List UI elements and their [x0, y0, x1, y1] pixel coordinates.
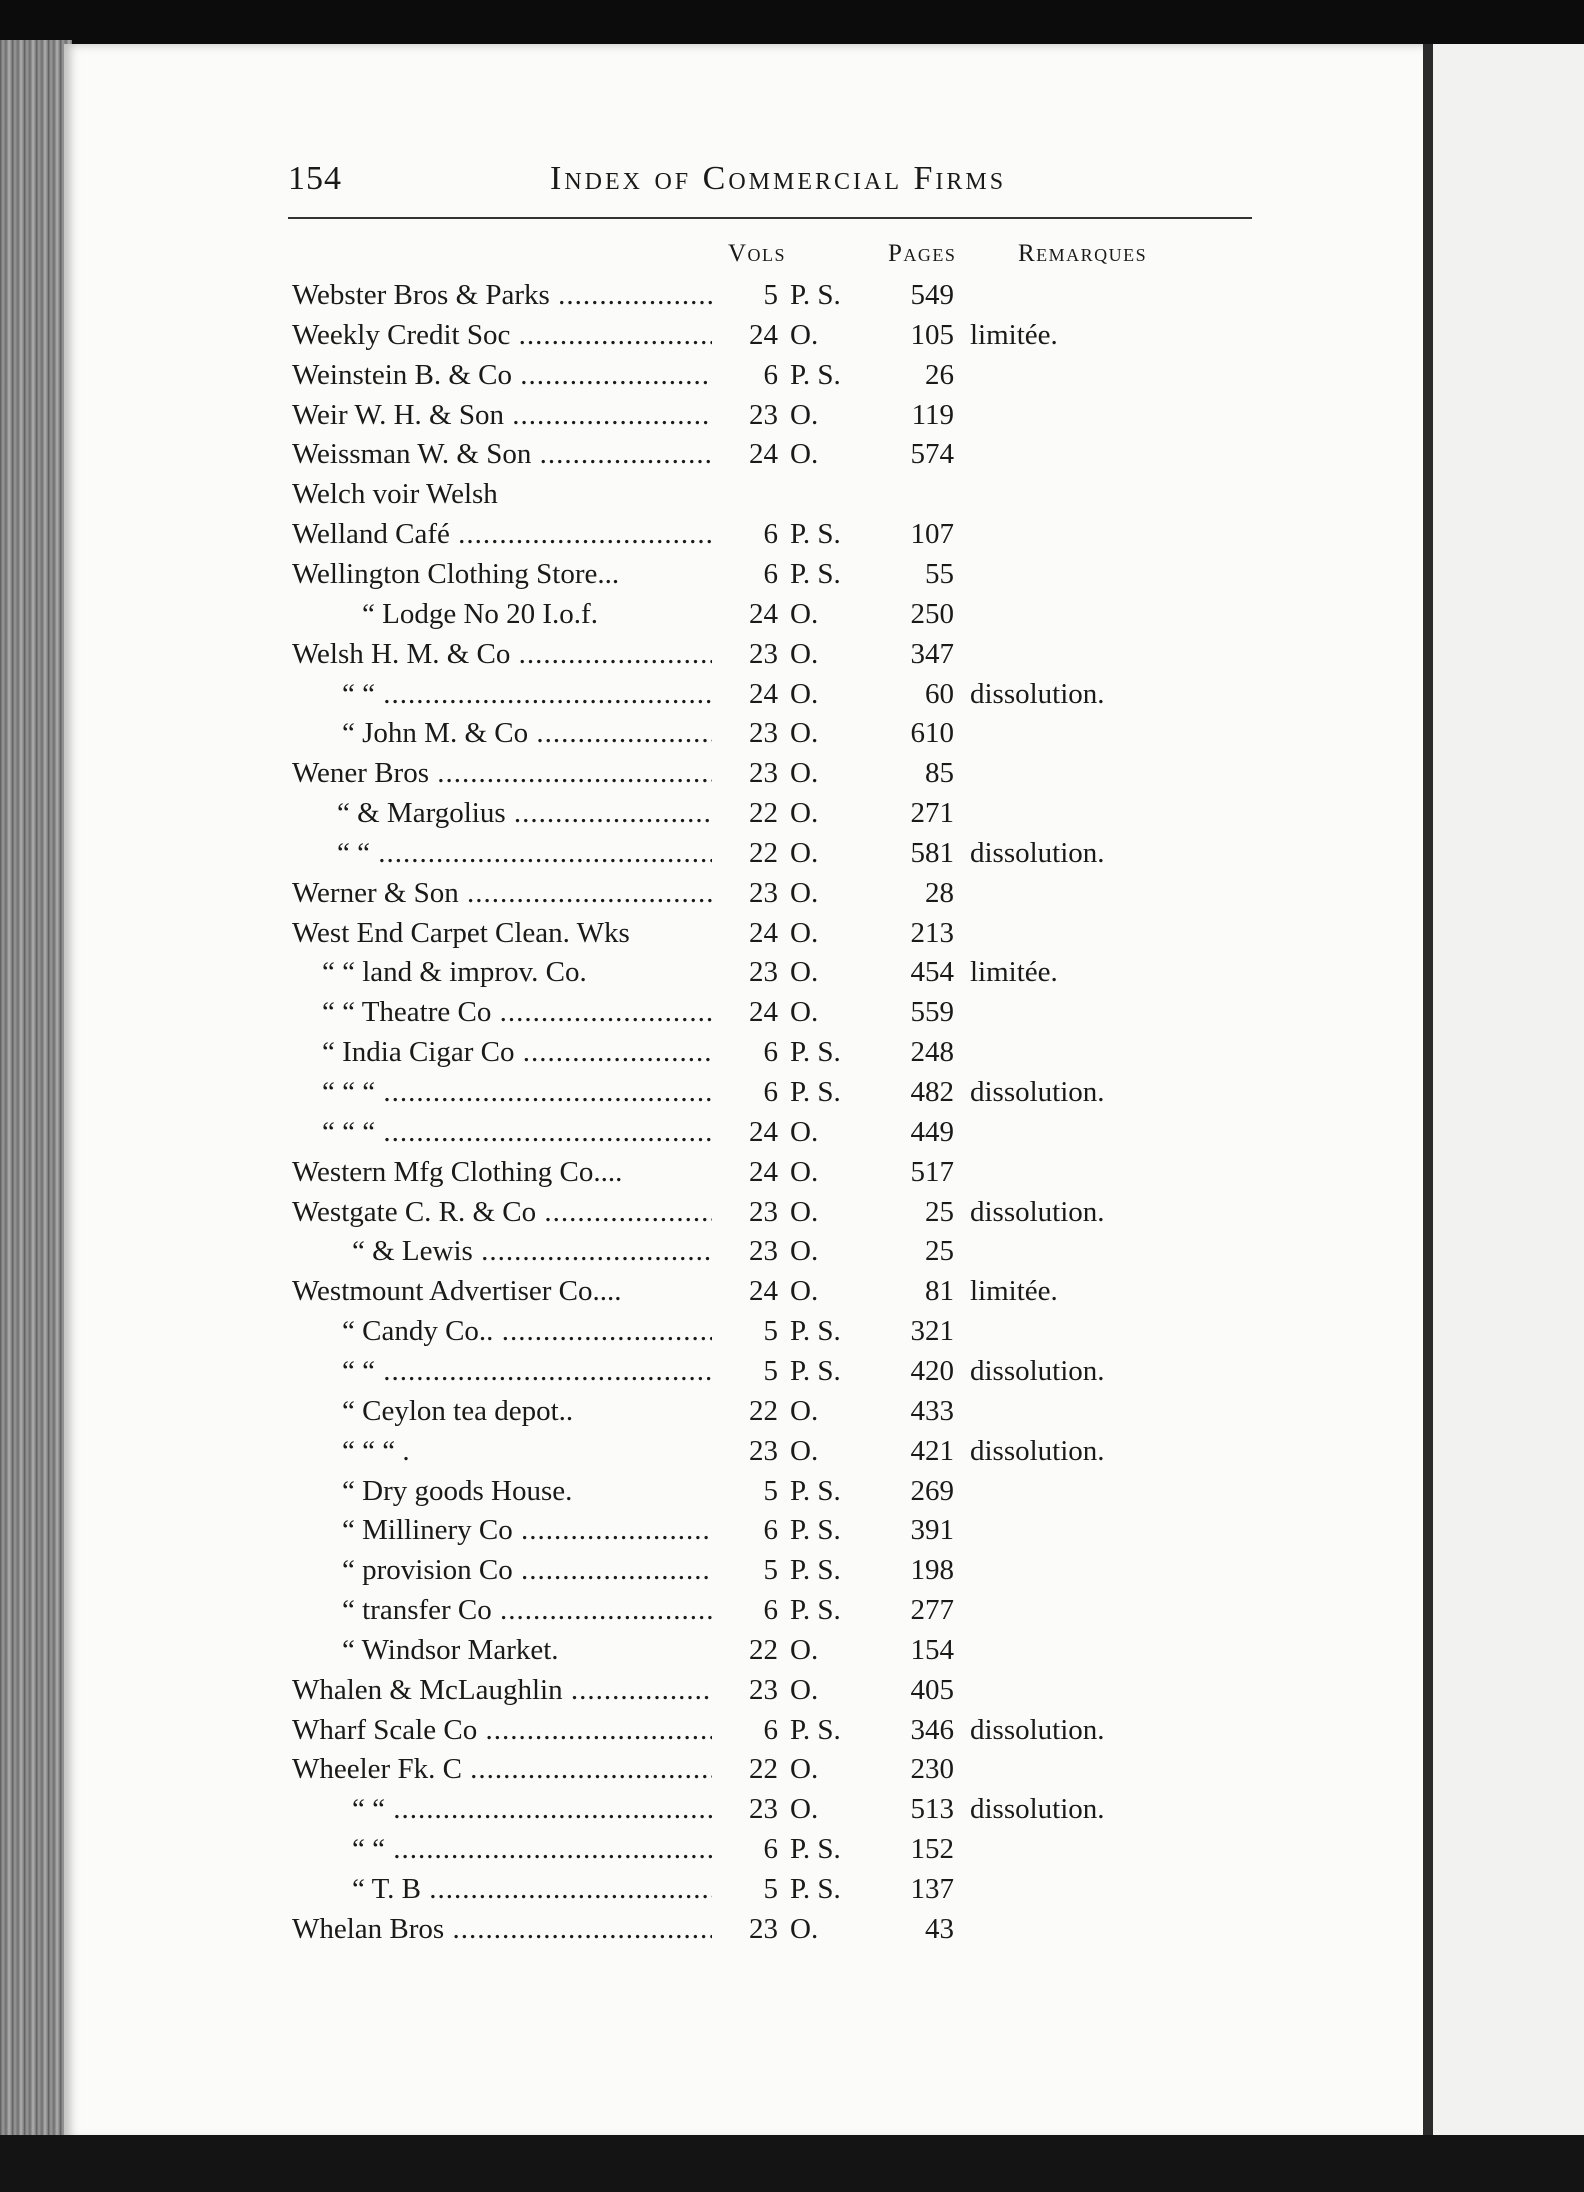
series-code: P. S. — [790, 518, 841, 551]
index-entry-row — [0, 1550, 1584, 1590]
index-entry-row — [0, 395, 1584, 435]
firm-name: Weissman W. & Son ..... — [292, 434, 712, 474]
firm-name: “ Windsor Market. — [342, 1633, 559, 1666]
series-code: O. — [790, 1275, 819, 1308]
firm-name: Weir W. H. & Son ..... — [292, 395, 712, 435]
page-reference: 137 — [910, 1873, 954, 1905]
volume-number: 24 — [749, 1275, 778, 1308]
volume-number: 6 — [763, 1036, 778, 1069]
volume-number: 22 — [749, 836, 778, 869]
page-reference: 559 — [910, 996, 954, 1029]
series-code: O. — [790, 637, 819, 670]
remark: dissolution. — [970, 836, 1105, 869]
volume-number: 5 — [763, 1554, 778, 1587]
firm-name: Welland Café ..... — [292, 514, 712, 554]
page-reference: 119 — [911, 398, 954, 431]
series-code: P. S. — [790, 1315, 841, 1348]
firm-name: Webster Bros & Parks ..... — [292, 275, 712, 315]
firm-name: Weekly Credit Soc ..... — [292, 315, 712, 355]
index-entry-row — [0, 1431, 1584, 1471]
volume-number: 23 — [749, 1195, 778, 1228]
page-reference: 43 — [925, 1912, 954, 1945]
running-title: Index of Commercial Firms — [550, 160, 1007, 197]
page-reference: 28 — [925, 876, 954, 909]
index-entry-row — [0, 474, 1584, 514]
firm-name: “ “ ..... — [337, 833, 712, 873]
series-code: P. S. — [790, 1514, 841, 1547]
series-code: O. — [790, 1673, 819, 1706]
page-reference: 321 — [910, 1315, 954, 1348]
firm-name: Western Mfg Clothing Co.... — [292, 1155, 623, 1188]
page-reference: 277 — [910, 1594, 954, 1627]
firm-name: “ “ land & improv. Co. — [322, 956, 587, 989]
series-code: O. — [790, 438, 819, 471]
index-entry-row — [0, 554, 1584, 594]
index-entry-row — [0, 514, 1584, 554]
volume-number: 24 — [749, 438, 778, 471]
page-reference: 581 — [910, 836, 954, 869]
page-reference: 60 — [925, 677, 954, 710]
volume-number: 6 — [763, 1514, 778, 1547]
volume-number: 24 — [749, 1115, 778, 1148]
volume-number: 23 — [749, 1434, 778, 1467]
page-reference: 105 — [910, 318, 954, 351]
volume-number: 24 — [749, 677, 778, 710]
volume-number: 23 — [749, 1235, 778, 1268]
volume-number: 6 — [763, 1594, 778, 1627]
page-reference: 152 — [910, 1833, 954, 1866]
firm-name: “ “ “ ..... — [322, 1112, 712, 1152]
remark: limitée. — [970, 1275, 1058, 1308]
series-code: O. — [790, 677, 819, 710]
page-reference: 517 — [910, 1155, 954, 1188]
firm-name: Welsh H. M. & Co ..... — [292, 634, 712, 674]
volume-number: 5 — [763, 1873, 778, 1905]
index-entry-row — [0, 1789, 1584, 1829]
index-entry-row — [0, 355, 1584, 395]
index-entry-row — [0, 833, 1584, 873]
index-entry-row — [0, 1311, 1584, 1351]
series-code: P. S. — [790, 1713, 841, 1746]
volume-number: 5 — [763, 1474, 778, 1507]
page-reference: 85 — [925, 757, 954, 790]
column-header-pages: Pages — [888, 240, 957, 267]
series-code: P. S. — [790, 358, 841, 391]
series-code: P. S. — [790, 1076, 841, 1108]
series-code: O. — [790, 876, 819, 909]
index-entry-row — [0, 1471, 1584, 1511]
volume-number: 23 — [749, 637, 778, 670]
firm-name: Whelan Bros ..... — [292, 1909, 712, 1949]
page-reference: 391 — [910, 1514, 954, 1547]
index-entry-row — [0, 1231, 1584, 1271]
page-reference: 198 — [910, 1554, 954, 1587]
firm-name: “ India Cigar Co ..... — [322, 1032, 712, 1072]
page-reference: 420 — [910, 1354, 954, 1387]
firm-name: Werner & Son ..... — [292, 873, 712, 913]
index-entry-row — [0, 674, 1584, 714]
volume-number: 6 — [763, 518, 778, 551]
page-reference: 107 — [910, 518, 954, 551]
firm-name: Westmount Advertiser Co.... — [292, 1275, 622, 1308]
firm-name: “ “ ..... — [352, 1829, 712, 1869]
page-reference: 449 — [910, 1115, 954, 1148]
series-code: P. S. — [790, 1354, 841, 1387]
volume-number: 23 — [749, 1793, 778, 1826]
series-code: P. S. — [790, 1554, 841, 1587]
series-code: O. — [790, 717, 819, 750]
series-code: O. — [790, 956, 819, 989]
firm-name: “ provision Co ..... — [342, 1550, 712, 1590]
index-entry-row — [0, 952, 1584, 992]
series-code: O. — [790, 836, 819, 869]
series-code: O. — [790, 1434, 819, 1467]
remark: dissolution. — [970, 1713, 1105, 1746]
page-reference: 549 — [910, 279, 954, 311]
series-code: O. — [790, 597, 819, 630]
series-code: P. S. — [790, 1474, 841, 1507]
page-reference: 230 — [910, 1753, 954, 1786]
index-entry-row — [0, 275, 1584, 315]
page-reference: 513 — [910, 1793, 954, 1826]
volume-number: 23 — [749, 398, 778, 431]
remark: dissolution. — [970, 1793, 1105, 1826]
remark: dissolution. — [970, 1076, 1105, 1108]
index-entry-row — [0, 1630, 1584, 1670]
volume-number: 24 — [749, 597, 778, 630]
firm-name: Wellington Clothing Store... — [292, 557, 620, 590]
series-code: O. — [790, 1753, 819, 1786]
index-entry-row — [0, 1749, 1584, 1789]
series-code: P. S. — [790, 1594, 841, 1627]
firm-name: Westgate C. R. & Co ..... — [292, 1192, 712, 1232]
page-reference: 347 — [910, 637, 954, 670]
series-code: P. S. — [790, 1833, 841, 1866]
series-code: O. — [790, 1195, 819, 1228]
volume-number: 24 — [749, 916, 778, 949]
index-entry-row — [0, 1112, 1584, 1152]
page-reference: 25 — [925, 1235, 954, 1268]
remark: dissolution. — [970, 1195, 1105, 1228]
page-reference: 154 — [910, 1633, 954, 1666]
volume-number: 6 — [763, 1713, 778, 1746]
series-code: O. — [790, 1155, 819, 1188]
firm-name: “ “ ..... — [352, 1789, 712, 1829]
remark: limitée. — [970, 318, 1058, 351]
firm-name: Wheeler Fk. C ..... — [292, 1749, 712, 1789]
page-reference: 454 — [910, 956, 954, 989]
volume-number: 24 — [749, 1155, 778, 1188]
volume-number: 22 — [749, 1753, 778, 1786]
index-entry-row — [0, 713, 1584, 753]
firm-name: “ Candy Co.. ..... — [342, 1311, 712, 1351]
volume-number: 6 — [763, 1076, 778, 1108]
volume-number: 5 — [763, 1354, 778, 1387]
index-entry-row — [0, 634, 1584, 674]
firm-name: “ Dry goods House. — [342, 1474, 573, 1507]
index-entry-row — [0, 1192, 1584, 1232]
series-code: O. — [790, 1394, 819, 1427]
firm-name: Welch voir Welsh — [292, 478, 498, 511]
index-entry-row — [0, 1510, 1584, 1550]
firm-name: Wharf Scale Co ..... — [292, 1710, 712, 1750]
index-entry-row — [0, 793, 1584, 833]
page-reference: 25 — [925, 1195, 954, 1228]
page-reference: 482 — [910, 1076, 954, 1108]
firm-name: “ John M. & Co ..... — [342, 713, 712, 753]
volume-number: 23 — [749, 1673, 778, 1706]
volume-number: 24 — [749, 318, 778, 351]
page-number: 154 — [288, 160, 342, 197]
firm-name: “ “ ..... — [342, 1351, 712, 1391]
firm-name: “ “ Theatre Co ..... — [322, 992, 712, 1032]
index-entry-row — [0, 992, 1584, 1032]
index-entry-row — [0, 1271, 1584, 1311]
volume-number: 24 — [749, 996, 778, 1029]
firm-name: Weinstein B. & Co ..... — [292, 355, 712, 395]
firm-name: “ transfer Co ..... — [342, 1590, 712, 1630]
series-code: P. S. — [790, 1036, 841, 1069]
firm-name: “ Ceylon tea depot.. — [342, 1394, 574, 1427]
index-entry-row — [0, 1710, 1584, 1750]
column-header-remarks: Remarques — [1018, 240, 1148, 267]
volume-number: 23 — [749, 757, 778, 790]
page-reference: 213 — [910, 916, 954, 949]
volume-number: 22 — [749, 797, 778, 830]
firm-name: Wener Bros ..... — [292, 753, 712, 793]
firm-name: “ Lodge No 20 I.o.f. — [362, 597, 598, 630]
series-code: O. — [790, 916, 819, 949]
firm-name: Whalen & McLaughlin ..... — [292, 1670, 712, 1710]
index-entry-row — [0, 1152, 1584, 1192]
index-entry-row — [0, 1032, 1584, 1072]
series-code: O. — [790, 1793, 819, 1826]
volume-number: 5 — [763, 1315, 778, 1348]
page-reference: 269 — [910, 1474, 954, 1507]
series-code: O. — [790, 318, 819, 351]
firm-name: “ & Margolius ..... — [337, 793, 712, 833]
series-code: P. S. — [790, 1873, 841, 1905]
firm-name: “ “ “ . — [342, 1434, 410, 1467]
volume-number: 23 — [749, 717, 778, 750]
index-entry-row — [0, 873, 1584, 913]
firm-name: “ “ ..... — [342, 674, 712, 714]
series-code: P. S. — [790, 279, 841, 311]
remark: dissolution. — [970, 677, 1105, 710]
index-entry-row — [0, 1869, 1584, 1909]
index-entry-row — [0, 594, 1584, 634]
index-entry-row — [0, 753, 1584, 793]
page-reference: 26 — [925, 358, 954, 391]
volume-number: 5 — [763, 279, 778, 311]
index-entry-row — [0, 913, 1584, 953]
series-code: O. — [790, 757, 819, 790]
volume-number: 22 — [749, 1394, 778, 1427]
volume-number: 23 — [749, 956, 778, 989]
volume-number: 6 — [763, 358, 778, 391]
index-entry-row — [0, 1590, 1584, 1630]
page-reference: 81 — [925, 1275, 954, 1308]
page-reference: 55 — [925, 557, 954, 590]
series-code: O. — [790, 1633, 819, 1666]
page-reference: 610 — [910, 717, 954, 750]
volume-number: 23 — [749, 1912, 778, 1945]
column-header-vols: Vols — [728, 240, 787, 267]
volume-number: 22 — [749, 1633, 778, 1666]
index-entry-row — [0, 1351, 1584, 1391]
series-code: O. — [790, 996, 819, 1029]
firm-name: “ Millinery Co ..... — [342, 1510, 712, 1550]
remark: limitée. — [970, 956, 1058, 989]
index-entry-row — [0, 315, 1584, 355]
firm-name: West End Carpet Clean. Wks — [292, 916, 630, 949]
remark: dissolution. — [970, 1354, 1105, 1387]
series-code: O. — [790, 797, 819, 830]
firm-name: “ “ “ ..... — [322, 1072, 712, 1112]
volume-number: 23 — [749, 876, 778, 909]
volume-number: 6 — [763, 557, 778, 590]
index-entry-row — [0, 1072, 1584, 1112]
series-code: P. S. — [790, 557, 841, 590]
index-entry-row — [0, 1829, 1584, 1869]
page-reference: 248 — [910, 1036, 954, 1069]
page-reference: 421 — [910, 1434, 954, 1467]
series-code: O. — [790, 1912, 819, 1945]
remark: dissolution. — [970, 1434, 1105, 1467]
index-entry-row — [0, 434, 1584, 474]
firm-name: “ T. B ..... — [352, 1869, 712, 1909]
series-code: O. — [790, 398, 819, 431]
page-reference: 346 — [910, 1713, 954, 1746]
page-reference: 271 — [910, 797, 954, 830]
index-entry-row — [0, 1670, 1584, 1710]
index-entry-row — [0, 1909, 1584, 1949]
firm-name: “ & Lewis ..... — [352, 1231, 712, 1271]
index-entry-row — [0, 1391, 1584, 1431]
volume-number: 6 — [763, 1833, 778, 1866]
series-code: O. — [790, 1235, 819, 1268]
page-reference: 250 — [910, 597, 954, 630]
series-code: O. — [790, 1115, 819, 1148]
page-reference: 574 — [910, 438, 954, 471]
page-reference: 433 — [910, 1394, 954, 1427]
page-reference: 405 — [910, 1673, 954, 1706]
